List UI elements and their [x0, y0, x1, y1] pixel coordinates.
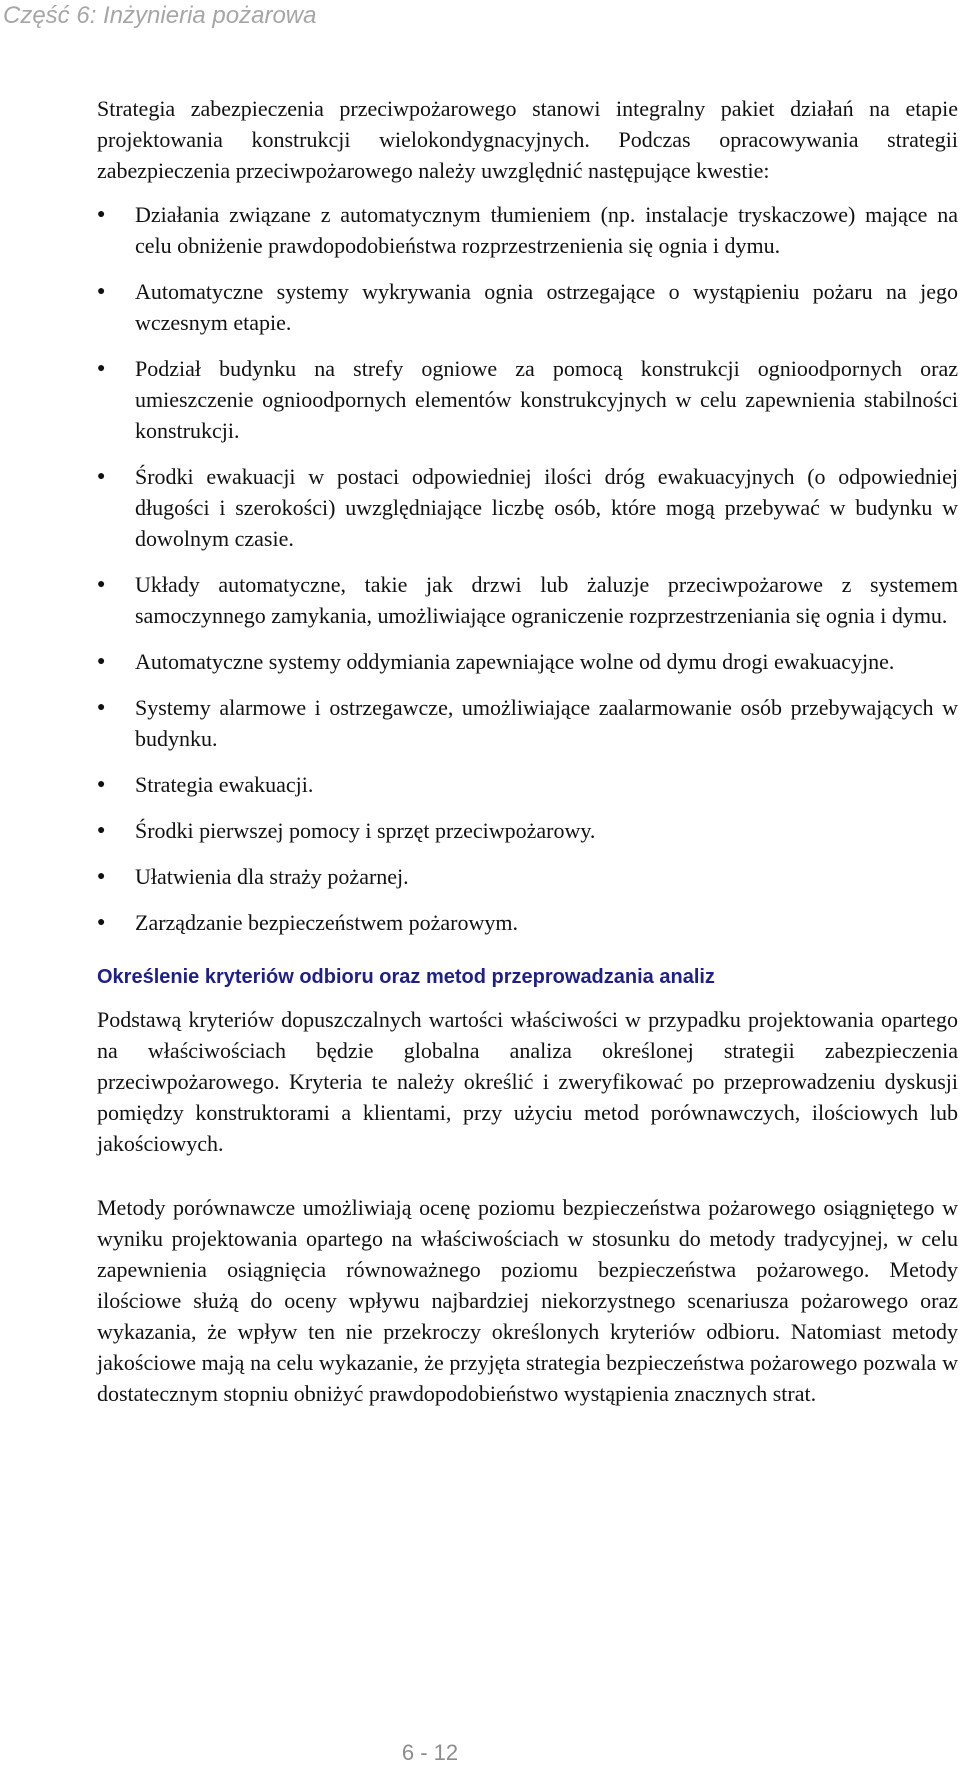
list-item-text: Środki ewakuacji w postaci odpowiedniej ilości dróg ewakuacyjnych (o odpowiedniej długości i szerokości) uwzględniające liczbę osób, które mogą przebywać w budynku w dowolnym czasie.	[135, 464, 958, 551]
list-item	[97, 646, 958, 677]
bullet-icon: ●	[97, 777, 106, 792]
page-number: 6 - 12	[401, 1740, 459, 1765]
list-item-text: Strategia ewakuacji.	[135, 772, 314, 797]
bullet-icon: ●	[97, 361, 106, 376]
bullet-icon: ●	[97, 823, 106, 838]
bullet-icon: ●	[97, 654, 106, 669]
list-item-text: Ułatwienia dla straży pożarnej.	[135, 864, 409, 889]
list-item	[97, 769, 958, 800]
intro-paragraph: Strategia zabezpieczenia przeciwpożarowego stanowi integralny pakiet działań na etapie projektowania konstrukcji wielokondygnacyjnych. Podczas opracowywania strategii zabezpieczenia przeciwpożarowego należy uwzględnić następujące kwestie:	[97, 96, 958, 183]
list-item	[97, 569, 958, 631]
criteria-paragraph: Podstawą kryteriów dopuszczalnych wartości właściwości w przypadku projektowania opartego na właściwościach będzie globalna analiza określonej strategii zabezpieczenia przeciwpożarowego. Kryteria te należy określić i zweryfikować po przeprowadzeniu dyskusji pomiędzy konstruktorami a klientami, przy użyciu metod porównawczych, ilościowych lub jakościowych.	[97, 1007, 958, 1156]
list-item-text: Automatyczne systemy wykrywania ognia ostrzegające o wystąpieniu pożaru na jego wczesnym etapie.	[135, 279, 958, 335]
list-item-text: Automatyczne systemy oddymiania zapewniające wolne od dymu drogi ewakuacyjne.	[135, 649, 895, 674]
list-item	[97, 276, 958, 338]
list-item-text: Środki pierwszej pomocy i sprzęt przeciwpożarowy.	[135, 818, 596, 843]
list-item	[97, 861, 958, 892]
bullet-icon: ●	[97, 700, 106, 715]
methods-paragraph: Metody porównawcze umożliwiają ocenę poziomu bezpieczeństwa pożarowego osiągniętego w wyniku projektowania opartego na właściwościach w stosunku do metody tradycyjnej, w celu zapewnienia osiągnięcia równoważnego poziomu bezpieczeństwa pożarowego. Metody ilościowe służą do oceny wpływu najbardziej niekorzystnego scenariusza pożarowego oraz wykazania, że wpływ ten nie przekroczy określonych kryteriów odbioru. Natomiast metody jakościowe mają na celu wykazanie, że przyjęta strategia bezpieczeństwa pożarowego pozwala w dostatecznym stopniu obniżyć prawdopodobieństwo wystąpienia znacznych strat.	[97, 1195, 958, 1406]
list-item-text: Działania związane z automatycznym tłumieniem (np. instalacje tryskaczowe) mające na celu obniżenie prawdopodobieństwa rozprzestrzenienia się ognia i dymu.	[135, 202, 958, 258]
bullet-icon: ●	[97, 577, 106, 592]
list-item-text: Zarządzanie bezpieczeństwem pożarowym.	[135, 910, 518, 935]
page-content	[97, 93, 958, 1409]
bullet-icon: ●	[97, 207, 106, 222]
bullet-icon: ●	[97, 915, 106, 930]
bullet-icon: ●	[97, 469, 106, 484]
list-item	[97, 461, 958, 554]
list-item	[97, 199, 958, 261]
bullet-list	[97, 199, 958, 938]
list-item-text: Układy automatyczne, takie jak drzwi lub żaluzje przeciwpożarowe z systemem samoczynnego zamykania, umożliwiające ograniczenie rozprzestrzeniania się ognia i dymu.	[135, 572, 958, 628]
list-item-text: Podział budynku na strefy ogniowe za pomocą konstrukcji ognioodpornych oraz umieszczenie ognioodpornych elementów konstrukcyjnych w celu zapewnienia stabilności konstrukcji.	[135, 356, 958, 443]
running-header: Część 6: Inżynieria pożarowa	[3, 2, 317, 29]
list-item	[97, 907, 958, 938]
bullet-icon: ●	[97, 869, 106, 884]
list-item	[97, 815, 958, 846]
list-item-text: Systemy alarmowe i ostrzegawcze, umożliwiające zaalarmowanie osób przebywających w budynku.	[135, 695, 958, 751]
list-item	[97, 353, 958, 446]
section-heading: Określenie kryteriów odbioru oraz metod przeprowadzania analiz	[97, 966, 715, 988]
list-item	[97, 692, 958, 754]
bullet-icon: ●	[97, 284, 106, 299]
